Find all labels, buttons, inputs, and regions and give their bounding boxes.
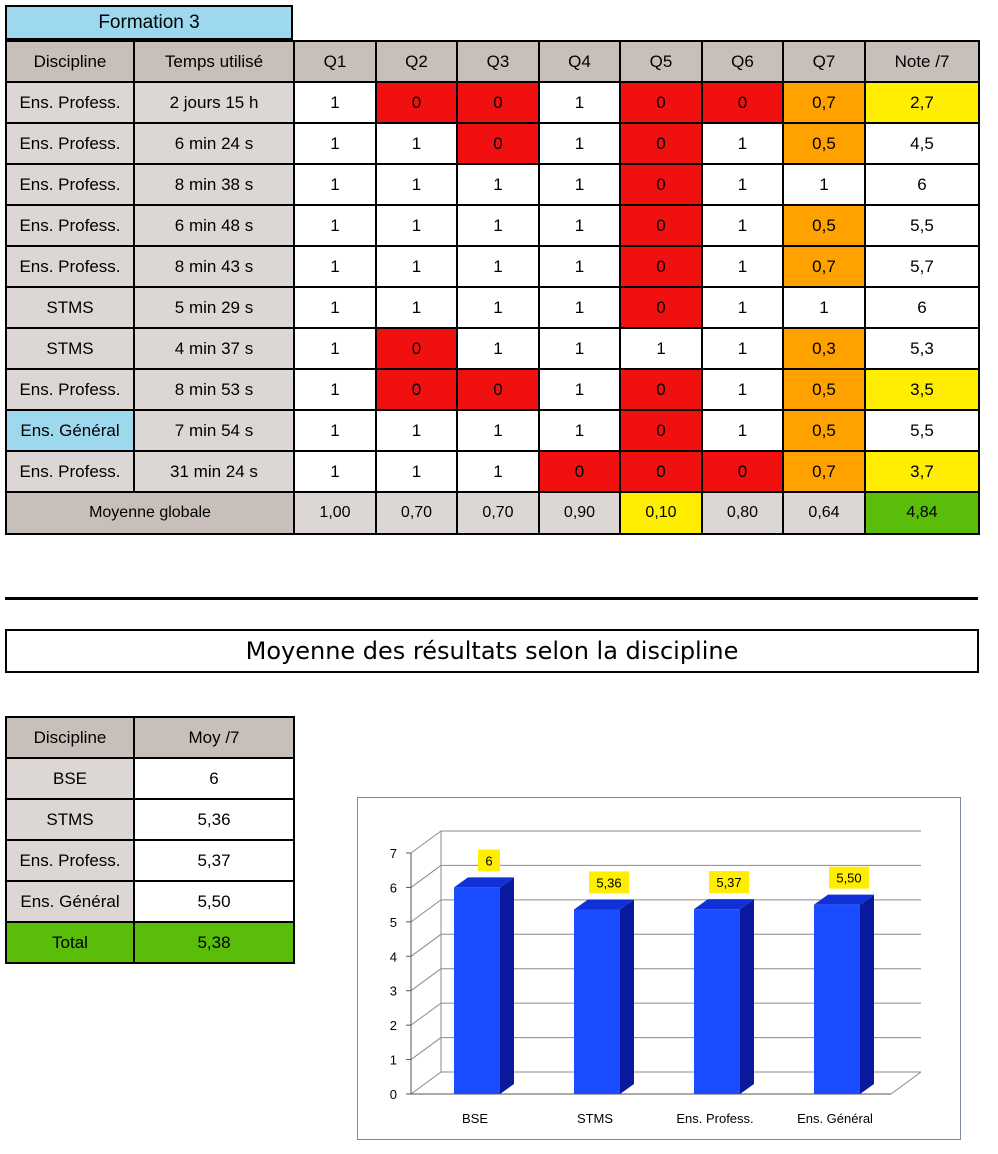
results-table (5, 40, 980, 535)
summary-row (6, 758, 294, 799)
question-score-cell: 1 (294, 82, 376, 123)
question-score-cell: 1 (457, 410, 539, 451)
bar (454, 887, 500, 1094)
note-cell: 6 (865, 164, 979, 205)
discipline-cell: STMS (6, 328, 134, 369)
question-score-cell: 1 (376, 205, 457, 246)
column-header: Temps utilisé (134, 41, 294, 82)
table-row (6, 82, 979, 123)
question-score-cell: 1 (539, 328, 620, 369)
question-score-cell: 1 (539, 410, 620, 451)
summary-row (6, 881, 294, 922)
question-score-cell: 1 (702, 287, 783, 328)
bar-chart-svg (358, 798, 962, 1141)
table-row (6, 287, 979, 328)
question-score-cell: 1 (702, 123, 783, 164)
column-header: Q5 (620, 41, 702, 82)
y-tick-label: 5 (389, 914, 397, 930)
question-score-cell: 0 (376, 328, 457, 369)
discipline-cell: Ens. Général (6, 410, 134, 451)
question-score-cell: 0 (539, 451, 620, 492)
question-score-cell: 0 (620, 246, 702, 287)
time-cell: 8 min 43 s (134, 246, 294, 287)
column-header: Q1 (294, 41, 376, 82)
question-score-cell: 0 (702, 451, 783, 492)
question-score-cell: 0 (620, 205, 702, 246)
question-score-cell: 1 (376, 246, 457, 287)
grid-line-depth (411, 969, 441, 991)
data-label: 5,50 (836, 870, 862, 886)
question-score-cell: 1 (376, 164, 457, 205)
discipline-cell: Ens. Profess. (6, 82, 134, 123)
time-cell: 6 min 24 s (134, 123, 294, 164)
average-cell: 0,70 (376, 492, 457, 534)
note-cell: 3,5 (865, 369, 979, 410)
grid-line-depth (411, 934, 441, 956)
question-score-cell: 1 (457, 246, 539, 287)
summary-discipline-cell: Ens. Profess. (6, 840, 134, 881)
table-row (6, 164, 979, 205)
time-cell: 8 min 53 s (134, 369, 294, 410)
bar (814, 905, 860, 1094)
question-score-cell: 0,7 (783, 82, 865, 123)
table-row (6, 451, 979, 492)
question-score-cell: 0 (457, 82, 539, 123)
question-score-cell: 1 (702, 246, 783, 287)
summary-total-value: 5,38 (134, 922, 294, 963)
average-row (6, 492, 979, 534)
question-score-cell: 1 (457, 164, 539, 205)
question-score-cell: 0 (376, 82, 457, 123)
time-cell: 2 jours 15 h (134, 82, 294, 123)
question-score-cell: 1 (620, 328, 702, 369)
question-score-cell: 1 (457, 287, 539, 328)
column-header: Discipline (6, 41, 134, 82)
table-header-row (6, 41, 979, 82)
question-score-cell: 0 (702, 82, 783, 123)
question-score-cell: 1 (294, 246, 376, 287)
y-tick-label: 3 (389, 983, 397, 999)
note-cell: 6 (865, 287, 979, 328)
question-score-cell: 0 (620, 410, 702, 451)
note-cell: 3,7 (865, 451, 979, 492)
question-score-cell: 1 (457, 328, 539, 369)
summary-row (6, 840, 294, 881)
bar (694, 909, 740, 1094)
column-header: Q3 (457, 41, 539, 82)
summary-average-cell: 5,50 (134, 881, 294, 922)
y-tick-label: 7 (389, 846, 397, 861)
question-score-cell: 1 (376, 287, 457, 328)
y-tick-label: 0 (389, 1087, 397, 1102)
average-cell: 0,70 (457, 492, 539, 534)
data-label: 5,37 (716, 875, 742, 891)
question-score-cell: 0,5 (783, 205, 865, 246)
summary-column-header: Moy /7 (134, 717, 294, 758)
average-cell: 0,90 (539, 492, 620, 534)
question-score-cell: 0 (620, 82, 702, 123)
discipline-cell: Ens. Profess. (6, 123, 134, 164)
bar-side (500, 877, 514, 1094)
question-score-cell: 0 (457, 123, 539, 164)
question-score-cell: 1 (539, 82, 620, 123)
summary-discipline-cell: STMS (6, 799, 134, 840)
table-row (6, 328, 979, 369)
question-score-cell: 1 (702, 164, 783, 205)
question-score-cell: 0 (620, 451, 702, 492)
discipline-cell: Ens. Profess. (6, 451, 134, 492)
question-score-cell: 1 (376, 410, 457, 451)
y-tick-label: 2 (389, 1018, 397, 1034)
summary-header-row (6, 717, 294, 758)
question-score-cell: 1 (539, 369, 620, 410)
column-header: Q7 (783, 41, 865, 82)
average-cell: 0,10 (620, 492, 702, 534)
question-score-cell: 0 (376, 369, 457, 410)
discipline-cell: Ens. Profess. (6, 164, 134, 205)
question-score-cell: 0 (620, 164, 702, 205)
question-score-cell: 0 (620, 123, 702, 164)
table-row (6, 410, 979, 451)
floor-edge (891, 1072, 921, 1094)
note-cell: 5,5 (865, 205, 979, 246)
summary-average-cell: 5,37 (134, 840, 294, 881)
question-score-cell: 1 (294, 369, 376, 410)
question-score-cell: 1 (702, 369, 783, 410)
question-score-cell: 1 (539, 287, 620, 328)
table-row (6, 205, 979, 246)
question-score-cell: 1 (294, 287, 376, 328)
table-row (6, 369, 979, 410)
discipline-cell: STMS (6, 287, 134, 328)
note-cell: 2,7 (865, 82, 979, 123)
x-tick-label: Ens. Profess. (676, 1111, 754, 1126)
average-cell: 0,80 (702, 492, 783, 534)
average-cell: 1,00 (294, 492, 376, 534)
grid-line-depth (411, 1038, 441, 1060)
question-score-cell: 1 (294, 328, 376, 369)
table-row (6, 123, 979, 164)
column-header: Q6 (702, 41, 783, 82)
question-score-cell: 1 (294, 451, 376, 492)
y-tick-label: 1 (389, 1052, 397, 1068)
x-tick-label: BSE (461, 1111, 489, 1126)
bar-side (740, 899, 754, 1094)
question-score-cell: 0 (620, 369, 702, 410)
question-score-cell: 1 (376, 123, 457, 164)
question-score-cell: 0,3 (783, 328, 865, 369)
summary-row (6, 799, 294, 840)
column-header: Q2 (376, 41, 457, 82)
question-score-cell: 1 (539, 164, 620, 205)
summary-column-header: Discipline (6, 717, 134, 758)
grid-line-depth (411, 865, 441, 887)
note-cell: 4,5 (865, 123, 979, 164)
question-score-cell: 0 (457, 369, 539, 410)
column-header: Q4 (539, 41, 620, 82)
discipline-cell: Ens. Profess. (6, 246, 134, 287)
summary-discipline-cell: BSE (6, 758, 134, 799)
grid-line-depth (411, 1072, 441, 1094)
time-cell: 4 min 37 s (134, 328, 294, 369)
section-title: Moyenne des résultats selon la discipline (5, 629, 979, 673)
question-score-cell: 1 (376, 451, 457, 492)
bar (574, 909, 620, 1094)
note-cell: 5,3 (865, 328, 979, 369)
discipline-cell: Ens. Profess. (6, 205, 134, 246)
bar-side (860, 895, 874, 1094)
x-tick-label: STMS (576, 1111, 614, 1126)
summary-table (5, 716, 295, 964)
y-tick-label: 4 (389, 949, 397, 965)
question-score-cell: 1 (539, 205, 620, 246)
question-score-cell: 1 (783, 287, 865, 328)
time-cell: 8 min 38 s (134, 164, 294, 205)
average-cell: 0,64 (783, 492, 865, 534)
y-tick-label: 6 (389, 880, 397, 896)
average-label: Moyenne globale (6, 492, 294, 534)
question-score-cell: 0,5 (783, 410, 865, 451)
note-cell: 5,5 (865, 410, 979, 451)
summary-average-cell: 5,36 (134, 799, 294, 840)
question-score-cell: 1 (457, 205, 539, 246)
question-score-cell: 0,7 (783, 246, 865, 287)
summary-total-label: Total (6, 922, 134, 963)
question-score-cell: 1 (294, 164, 376, 205)
grid-line-depth (411, 1003, 441, 1025)
note-cell: 5,7 (865, 246, 979, 287)
time-cell: 7 min 54 s (134, 410, 294, 451)
table-row (6, 246, 979, 287)
formation-title: Formation 3 (5, 5, 293, 40)
summary-total-row (6, 922, 294, 963)
question-score-cell: 1 (539, 123, 620, 164)
grid-line-depth (411, 831, 441, 853)
time-cell: 6 min 48 s (134, 205, 294, 246)
question-score-cell: 1 (702, 328, 783, 369)
separator-line (5, 597, 978, 600)
time-cell: 5 min 29 s (134, 287, 294, 328)
grid-line-depth (411, 900, 441, 922)
question-score-cell: 1 (702, 205, 783, 246)
discipline-cell: Ens. Profess. (6, 369, 134, 410)
question-score-cell: 0,5 (783, 123, 865, 164)
question-score-cell: 1 (294, 410, 376, 451)
summary-average-cell: 6 (134, 758, 294, 799)
bar-side (620, 899, 634, 1094)
question-score-cell: 1 (457, 451, 539, 492)
question-score-cell: 1 (294, 123, 376, 164)
time-cell: 31 min 24 s (134, 451, 294, 492)
question-score-cell: 1 (783, 164, 865, 205)
summary-discipline-cell: Ens. Général (6, 881, 134, 922)
average-note-cell: 4,84 (865, 492, 979, 534)
question-score-cell: 1 (702, 410, 783, 451)
bar-chart (357, 797, 961, 1140)
question-score-cell: 0,7 (783, 451, 865, 492)
data-label: 5,36 (596, 875, 622, 891)
question-score-cell: 1 (539, 246, 620, 287)
x-tick-label: Ens. Général (797, 1111, 873, 1126)
column-header: Note /7 (865, 41, 979, 82)
question-score-cell: 0 (620, 287, 702, 328)
data-label: 6 (485, 853, 493, 869)
question-score-cell: 0,5 (783, 369, 865, 410)
question-score-cell: 1 (294, 205, 376, 246)
